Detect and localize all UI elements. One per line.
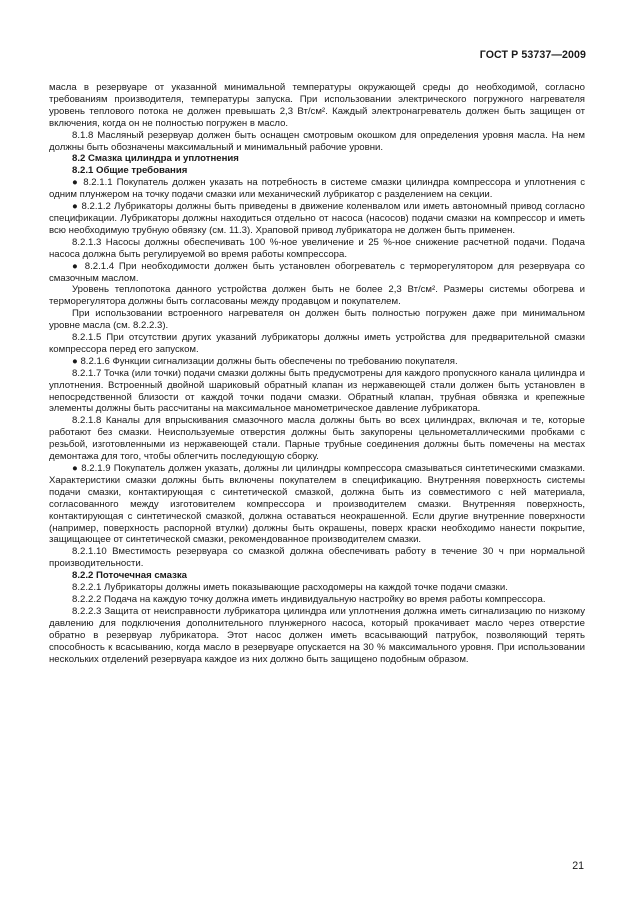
paragraph: ● 8.2.1.1 Покупатель должен указать на потребность в системе смазки цилиндра компрессора и уплотнения с одним плунжером на точку подачи смазки или механический лубрикатор с разделением на секции. [49, 177, 585, 201]
paragraph: 8.2.2.1 Лубрикаторы должны иметь показывающие расходомеры на каждой точке подачи смазки. [72, 582, 508, 594]
paragraph: При использовании встроенного нагревателя он должен быть полностью погружен даже при минимальном уровне масла (см. 8.2.2.3). [49, 308, 585, 332]
paragraph: Уровень теплопотока данного устройства должен быть не более 2,3 Вт/см². Размеры системы обогрева и терморегулятора должны быть согласованы между продавцом и покупателем. [49, 284, 585, 308]
paragraph: 8.2.1.10 Вместимость резервуара со смазкой должна обеспечивать работу в течение 30 ч при нормальной производительности. [49, 546, 585, 570]
paragraph: ● 8.2.1.4 При необходимости должен быть установлен обогреватель с терморегулятором для резервуара со смазочным маслом. [49, 260, 585, 284]
section-heading: 8.2 Смазка цилиндра и уплотнения [72, 153, 239, 165]
paragraph: 8.2.1.5 При отсутствии других указаний лубрикаторы должны иметь устройства для предварительной смазки компрессора перед его запуском. [49, 332, 585, 355]
paragraph: 8.2.1.8 Каналы для впрыскивания смазочного масла должны быть во всех цилиндрах, включая и те, которые работают без смазки. Неиспользуемые отверстия должны быть закупорены цельнометаллическими пробками с резьбой, изготовленными из нержавеющей стали. Парные трубные соединения должны быть помечены на местах демонтажа для того, чтобы облегчить последующую сборку. [49, 415, 585, 463]
section-heading: 8.2.1 Общие требования [72, 165, 188, 177]
section-heading: 8.2.2 Поточечная смазка [72, 570, 188, 582]
body-text [49, 82, 585, 665]
paragraph: ● 8.2.1.9 Покупатель должен указать, должны ли цилиндры компрессора смазываться синтетическими смазками. Характеристики смазки должны быть включены покупателем в спецификацию. Внутренняя поверхность системы подачи смазки, контактирующая с синтетической смазкой, должна быть из совместимого с ней материала, согласованного между изготовителем компрессора и производителем смазки. Внутренняя поверхность, контактирующая с синтетической смазкой, должна оставаться неокрашенной. Если другие внутренние поверхности (например, поверхность распорной втулки) должны быть окрашены, поверх краски необходимо нанести покрытие, защищающее от синтетической смазки, рекомендованное производителем смазки. [49, 463, 585, 546]
page-number: 21 [572, 860, 584, 872]
paragraph: масла в резервуаре от указанной минимальной температуры окружающей среды до необходимой, согласно требованиям производителя, температуры запуска. При использовании электрического погружного нагревателя уровень теплового потока не должен превышать 2,3 Вт/см². Каждый электронагреватель должен быть защищен от включения, когда он не полностью погружен в масло. [49, 82, 585, 129]
paragraph: ● 8.2.1.6 Функции сигнализации должны быть обеспечены по требованию покупателя. [72, 355, 458, 367]
paragraph: 8.2.1.3 Насосы должны обеспечивать 100 %-ное увеличение и 25 %-ное снижение расчетной подачи. Подача насоса должна быть регулируемой во время работы компрессора. [49, 236, 585, 260]
paragraph: 8.2.2.2 Подача на каждую точку должна иметь индивидуальную настройку во время работы компрессора. [72, 593, 546, 605]
paragraph: ● 8.2.1.2 Лубрикаторы должны быть приведены в движение коленвалом или иметь автономный привод согласно спецификации. Лубрикаторы должны находиться отдельно от насоса (насосов) подачи смазки на компрессор и иметь всю необходимую трубную обвязку (см. 11.3). Храповой привод лубрикатора не должен быть применен. [49, 201, 585, 236]
paragraph: 8.2.1.7 Точка (или точки) подачи смазки должны быть предусмотрены для каждого пропускного канала цилиндра и уплотнения. Встроенный двойной шариковый обратный клапан из нержавеющей стали должен быть установлен в непосредственной близости от каждой точки подачи смазки. Обратный клапан, трубная обвязка и крепежные элементы должны быть рассчитаны на максимальное манометрическое давление лубрикатора. [49, 367, 585, 415]
paragraph: 8.2.2.3 Защита от неисправности лубрикатора цилиндра или уплотнения должна иметь сигнализацию по низкому давлению для подключения дополнительного плунжерного насоса, который прокачивает масло через отверстие обратно в резервуар лубрикатора. Этот насос должен иметь всасывающий патрубок, позволяющий терять способность к всасыванию, когда масло в резервуаре опускается на 30 % максимального уровня. При использовании нескольких отделений резервуара каждое из них должно быть защищено подобным образом. [49, 605, 585, 665]
standard-header: ГОСТ Р 53737—2009 [479, 49, 586, 61]
paragraph: 8.1.8 Масляный резервуар должен быть оснащен смотровым окошком для определения уровня масла. На нем должны быть обозначены максимальный и минимальный рабочие уровни. [49, 129, 585, 153]
